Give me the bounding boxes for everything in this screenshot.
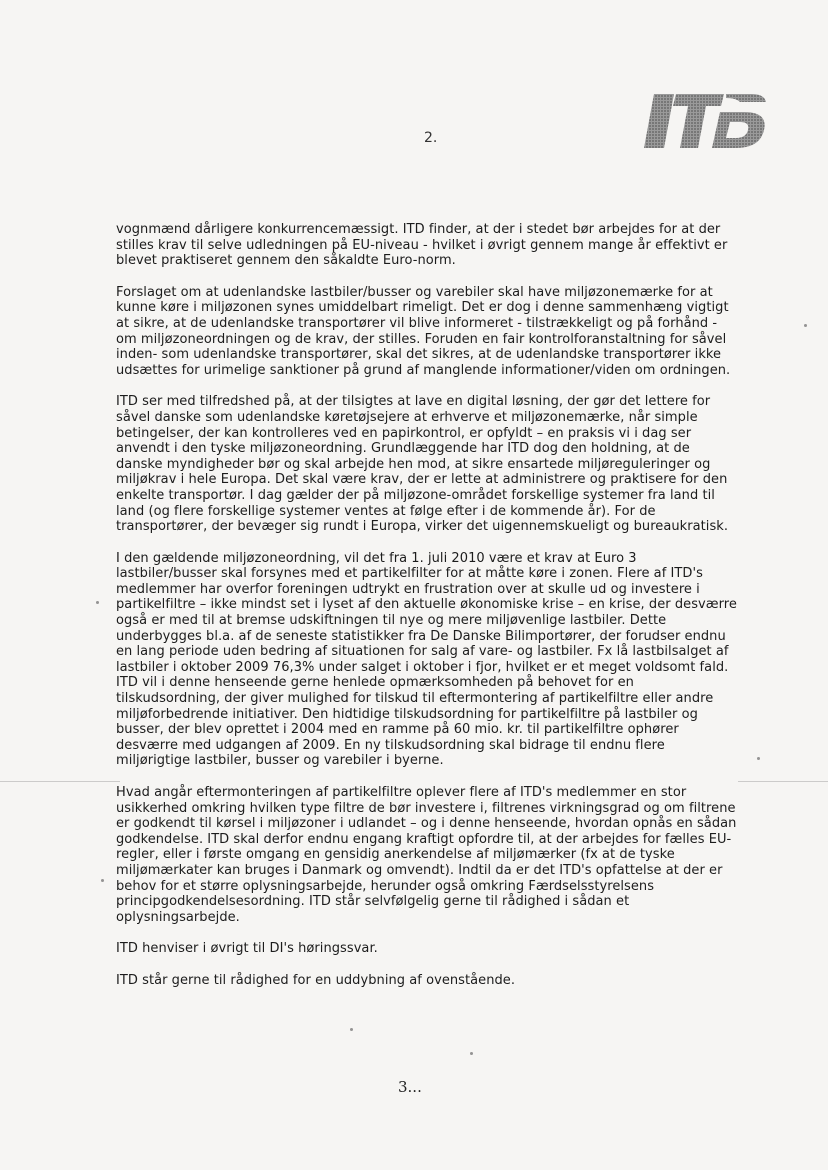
scan-line: [738, 781, 828, 782]
scan-speck: [96, 601, 99, 604]
scan-speck: [350, 1028, 353, 1031]
scan-speck: [757, 757, 760, 760]
paragraph: ITD ser med tilfredshed på, at der tilsigtes at lave en digital løsning, der gør det lettere for såvel danske som udenlandske køretøjsejere at erhverve et miljøzonemærke, når simple betingelser, der kan kontrolleres ved en papirkontrol, er opfyldt – en praksis vi i dag ser anvendt i den tyske miljøzoneordning. Grundlæggende har ITD dog den holdning, at de danske myndigheder bør og skal arbejde hen mod, at sikre ensartede miljøreguleringer og miljøkrav i hele Europa. Det skal være krav, der er lette at administrere og praktisere for den enkelte transportør. I dag gælder der på miljøzone-området forskellige systemer fra land til land (og flere forskellige systemer ventes at følge efter i de kommende år). For de transportører, der bevæger sig rundt i Europa, virker det uigennemskueligt og bureaukratisk.: [116, 394, 729, 535]
scan-speck: [804, 324, 807, 327]
paragraph: I den gældende miljøzoneordning, vil det fra 1. juli 2010 være et krav at Euro 3 lastbiler/busser skal forsynes med et partikelfilter for at måtte køre i zonen. Flere af ITD's medlemmer har overfor foreningen udtrykt en frustration over at skulle ud og investere i partikelfiltre – ikke mindst set i lyset af den aktuelle økonomiske krise – en krise, der desværre også er med til at bremse udskiftningen til nye og mere miljøvenlige lastbiler. Dette underbygges bl.a. af de seneste statistikker fra De Danske Bilimportører, der forudser endnu en lang periode uden bedring af situationen for salg af vare- og lastbiler. Fx lå lastbilsalget af lastbiler i oktober 2009 76,3% under salget i oktober i fjor, hvilket er et meget voldsomt fald. ITD vil i denne henseende gerne henlede opmærksomheden på behovet for en tilskudsordning, der giver mulighed for tilskud til eftermontering af partikelfiltre eller andre miljøforbedrende initiativer. Den hidtidige tilskudsordning for partikelfiltre på lastbiler og busser, der blev oprettet i 2004 med en ramme på 60 mio. kr. til partikelfiltre ophører desværre med udgangen af 2009. En ny tilskudsordning skal bidrage til endnu flere miljørigtige lastbiler, busser og varebiler i byerne.: [116, 550, 737, 769]
scan-line: [0, 781, 120, 782]
paragraph: ITD står gerne til rådighed for en uddybning af ovenstående.: [116, 972, 516, 988]
paragraph: Forslaget om at udenlandske lastbiler/busser og varebiler skal have miljøzonemærke for at kunne køre i miljøzonen synes umiddelbart rimeligt. Det er dog i denne sammenhæng vigtigt at sikre, at de udenlandske transportører vil blive informeret - tilstrækkeligt og på forhånd - om miljøzoneordningen og de krav, der stilles. Foruden en fair kontrolforanstaltning for såvel inden- som udenlandske transportører, skal det sikres, at de udenlandske transportører ikke udsættes for urimelige sanktioner på grund af manglende informationer/viden om ordningen.: [116, 284, 731, 378]
paragraph: Hvad angår eftermonteringen af partikelfiltre oplever flere af ITD's medlemmer en stor usikkerhed omkring hvilken type filtre de bør investere i, filtrenes virkningsgrad og om filtrene er godkendt til kørsel i miljøzoner i udlandet – og i denne henseende, hvordan opnås en sådan godkendelse. ITD skal derfor endnu engang kraftigt opfordre til, at der arbejdes for fælles EU-regler, eller i første omgang en gensidig anerkendelse af miljømærker (fx at de tyske miljømærkater kan bruges i Danmark og omvendt). Indtil da er det ITD's opfattelse at der er behov for et større oplysningsarbejde, herunder også omkring Færdselsstyrelsens principgodkendelsesordning. ITD står selvfølgelig gerne til rådighed i sådan et oplysningsarbejde.: [116, 785, 737, 925]
paragraph: ITD henviser i øvrigt til DI's høringssvar.: [116, 941, 378, 957]
letter-body: [116, 222, 738, 1005]
scan-speck: [470, 1052, 473, 1055]
itd-logo: [640, 86, 770, 154]
scan-speck: [101, 879, 104, 882]
page-number: 2.: [424, 130, 438, 146]
continuation-mark: 3...: [398, 1078, 422, 1096]
paragraph: vognmænd dårligere konkurrencemæssigt. ITD finder, at der i stedet bør arbejdes for at der stilles krav til selve udledningen på EU-niveau - hvilket i øvrigt gennem mange år effektivt er blevet praktiseret gennem den såkaldte Euro-norm.: [116, 222, 728, 269]
